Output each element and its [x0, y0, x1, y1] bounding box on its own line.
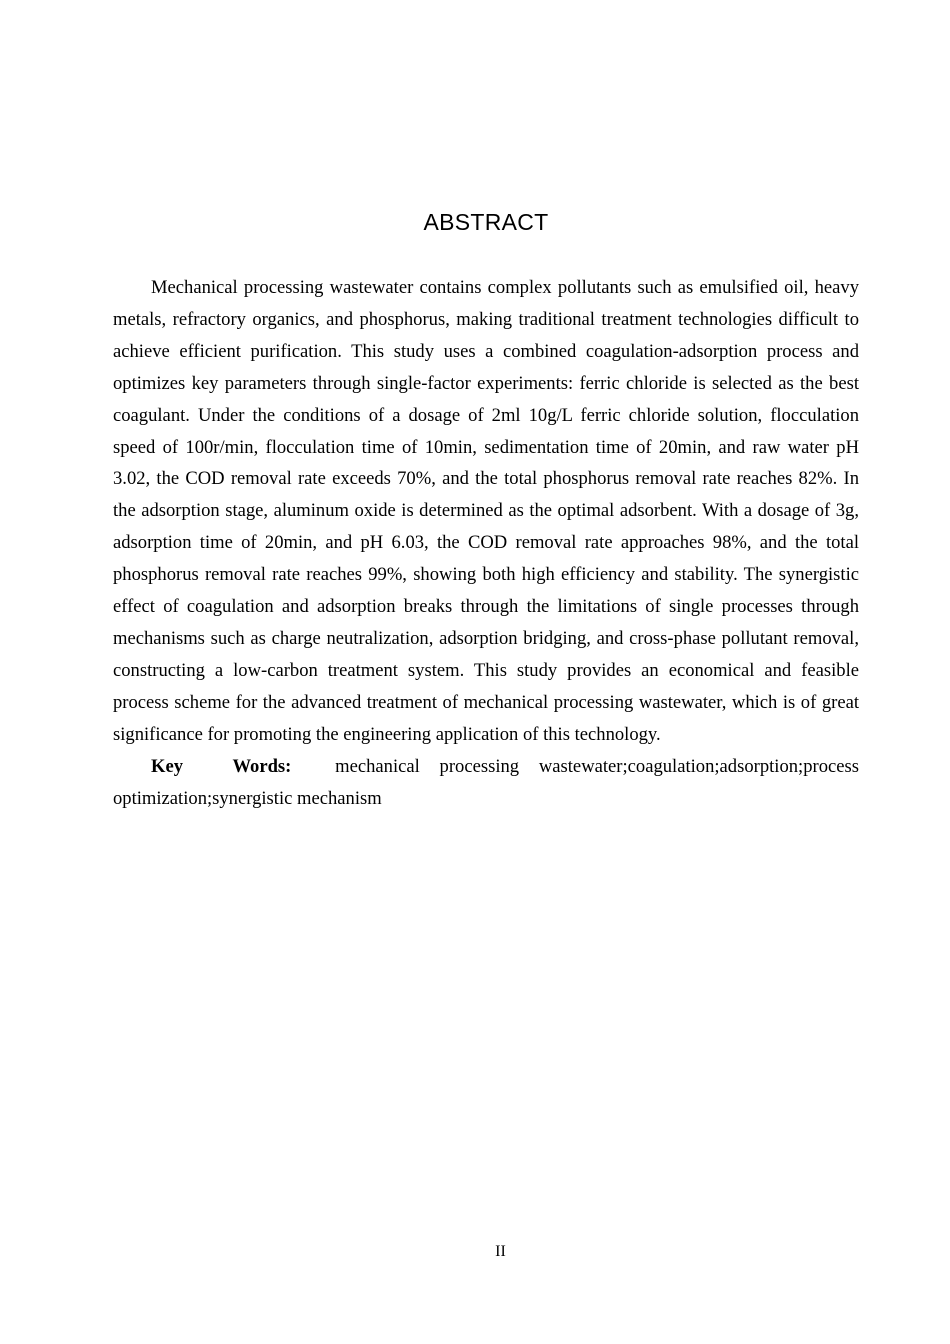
- keywords-paragraph: [113, 751, 859, 815]
- page-number: II: [495, 1243, 506, 1260]
- keywords-label: Key Words:: [151, 755, 292, 777]
- abstract-paragraph: Mechanical processing wastewater contains complex pollutants such as emulsified oil, heavy metals, refractory organics, and phosphorus, making traditional treatment technologies difficult to achieve efficient purification. This study uses a combined coagulation-adsorption process and optimizes key parameters through single-factor experiments: ferric chloride is selected as the best coagulant. Under the conditions of a dosage of 2ml 10g/L ferric chloride solution, flocculation speed of 100r/min, flocculation time of 10min, sedimentation time of 20min, and raw water pH 3.02, the COD removal rate exceeds 70%, and the total phosphorus removal rate reaches 82%. In the adsorption stage, aluminum oxide is determined as the optimal adsorbent. With a dosage of 3g, adsorption time of 20min, and pH 6.03, the COD removal rate approaches 98%, and the total phosphorus removal rate reaches 99%, showing both high efficiency and stability. The synergistic effect of coagulation and adsorption breaks through the limitations of single processes through mechanisms such as charge neutralization, adsorption bridging, and cross-phase pollutant removal, constructing a low-carbon treatment system. This study provides an economical and feasible process scheme for the advanced treatment of mechanical processing wastewater, which is of great significance for promoting the engineering application of this technology.: [113, 277, 859, 745]
- abstract-title: ABSTRACT: [423, 209, 549, 235]
- keywords-text: mechanical processing wastewater;coagulation;adsorption;process optimization;synergistic mechanism: [113, 755, 859, 809]
- abstract-body: [113, 272, 859, 814]
